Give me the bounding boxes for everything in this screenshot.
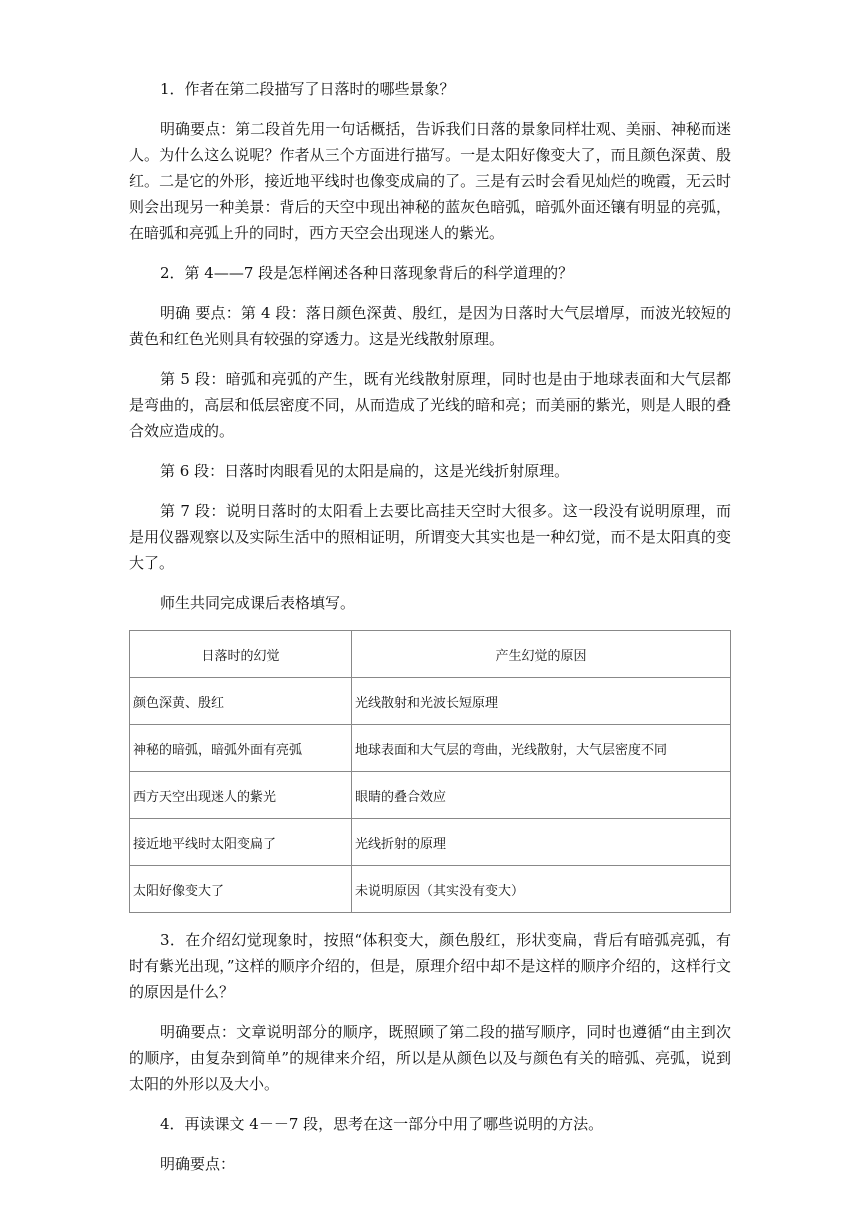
question-1: 1．作者在第二段描写了日落时的哪些景象？ (160, 80, 455, 98)
table-cell-cause: 地球表面和大气层的弯曲，光线散射，大气层密度不同 (352, 725, 731, 772)
answer-2-para-7: 第 7 段：说明日落时的太阳看上去要比高挂天空时大很多。这一段没有说明原理，而是用仪器观察以及实际生活中的照相证明，所谓变大其实也是一种幻觉，而不是太阳真的变大了。 (129, 502, 731, 572)
answer-1: 明确要点：第二段首先用一句话概括，告诉我们日落的景象同样壮观、美丽、神秘而迷人。为什么这么说呢？作者从三个方面进行描写。一是太阳好像变大了，而且颜色深黄、殷红。二是它的外形，接近地平线时也像变成扁的了。三是有云时会看见灿烂的晚霞，无云时则会出现另一种美景：背后的天空中现出神秘的蓝灰色暗弧，暗弧外面还镶有明显的亮弧，在暗弧和亮弧上升的同时，西方天空会出现迷人的紫光。 (129, 120, 731, 242)
table-header-illusion: 日落时的幻觉 (130, 631, 352, 678)
table-cell-cause: 未说明原因（其实没有变大） (352, 866, 731, 913)
table-cell-illusion: 颜色深黄、殷红 (130, 678, 352, 725)
table-header-row (130, 631, 731, 678)
question-4: 4．再读课文 4－－7 段，思考在这一部分中用了哪些说明的方法。 (160, 1115, 604, 1133)
question-2: 2．第 4——7 段是怎样阐述各种日落现象背后的科学道理的？ (160, 264, 574, 282)
answer-2-para-6: 第 6 段：日落时肉眼看见的太阳是扁的，这是光线折射原理。 (160, 462, 570, 480)
table-cell-cause: 光线散射和光波长短原理 (352, 678, 731, 725)
answer-3: 明确要点：文章说明部分的顺序，既照顾了第二段的描写顺序，同时也遵循“由主到次的顺序，由复杂到简单”的规律来介绍，所以是从颜色以及与颜色有关的暗弧、亮弧，说到太阳的外形以及大小。 (129, 1023, 731, 1093)
table-cell-illusion: 西方天空出现迷人的紫光 (130, 772, 352, 819)
answer-2-para-4: 明确 要点：第 4 段：落日颜色深黄、殷红，是因为日落时大气层增厚，而波光较短的黄色和红色光则具有较强的穿透力。这是光线散射原理。 (129, 304, 731, 348)
table-cell-cause: 眼睛的叠合效应 (352, 772, 731, 819)
illusion-table (129, 630, 731, 913)
table-row (130, 772, 731, 819)
table-row (130, 725, 731, 772)
document-page (129, 76, 731, 1191)
table-header-cause: 产生幻觉的原因 (352, 631, 731, 678)
question-3: 3．在介绍幻觉现象时，按照“体积变大，颜色殷红，形状变扁，背后有暗弧亮弧，有时有紫光出现，”这样的顺序介绍的，但是，原理介绍中却不是这样的顺序介绍的，这样行文的原因是什么？ (129, 931, 731, 1001)
table-row (130, 678, 731, 725)
table-cell-illusion: 神秘的暗弧，暗弧外面有亮弧 (130, 725, 352, 772)
answer-4: 明确要点： (160, 1155, 236, 1173)
table-intro: 师生共同完成课后表格填写。 (160, 594, 356, 612)
table-row (130, 819, 731, 866)
table-cell-cause: 光线折射的原理 (352, 819, 731, 866)
table-row (130, 866, 731, 913)
answer-2-para-5: 第 5 段：暗弧和亮弧的产生，既有光线散射原理，同时也是由于地球表面和大气层都是弯曲的，高层和低层密度不同，从而造成了光线的暗和亮；而美丽的紫光，则是人眼的叠合效应造成的。 (129, 370, 731, 440)
table-cell-illusion: 太阳好像变大了 (130, 866, 352, 913)
table-cell-illusion: 接近地平线时太阳变扁了 (130, 819, 352, 866)
